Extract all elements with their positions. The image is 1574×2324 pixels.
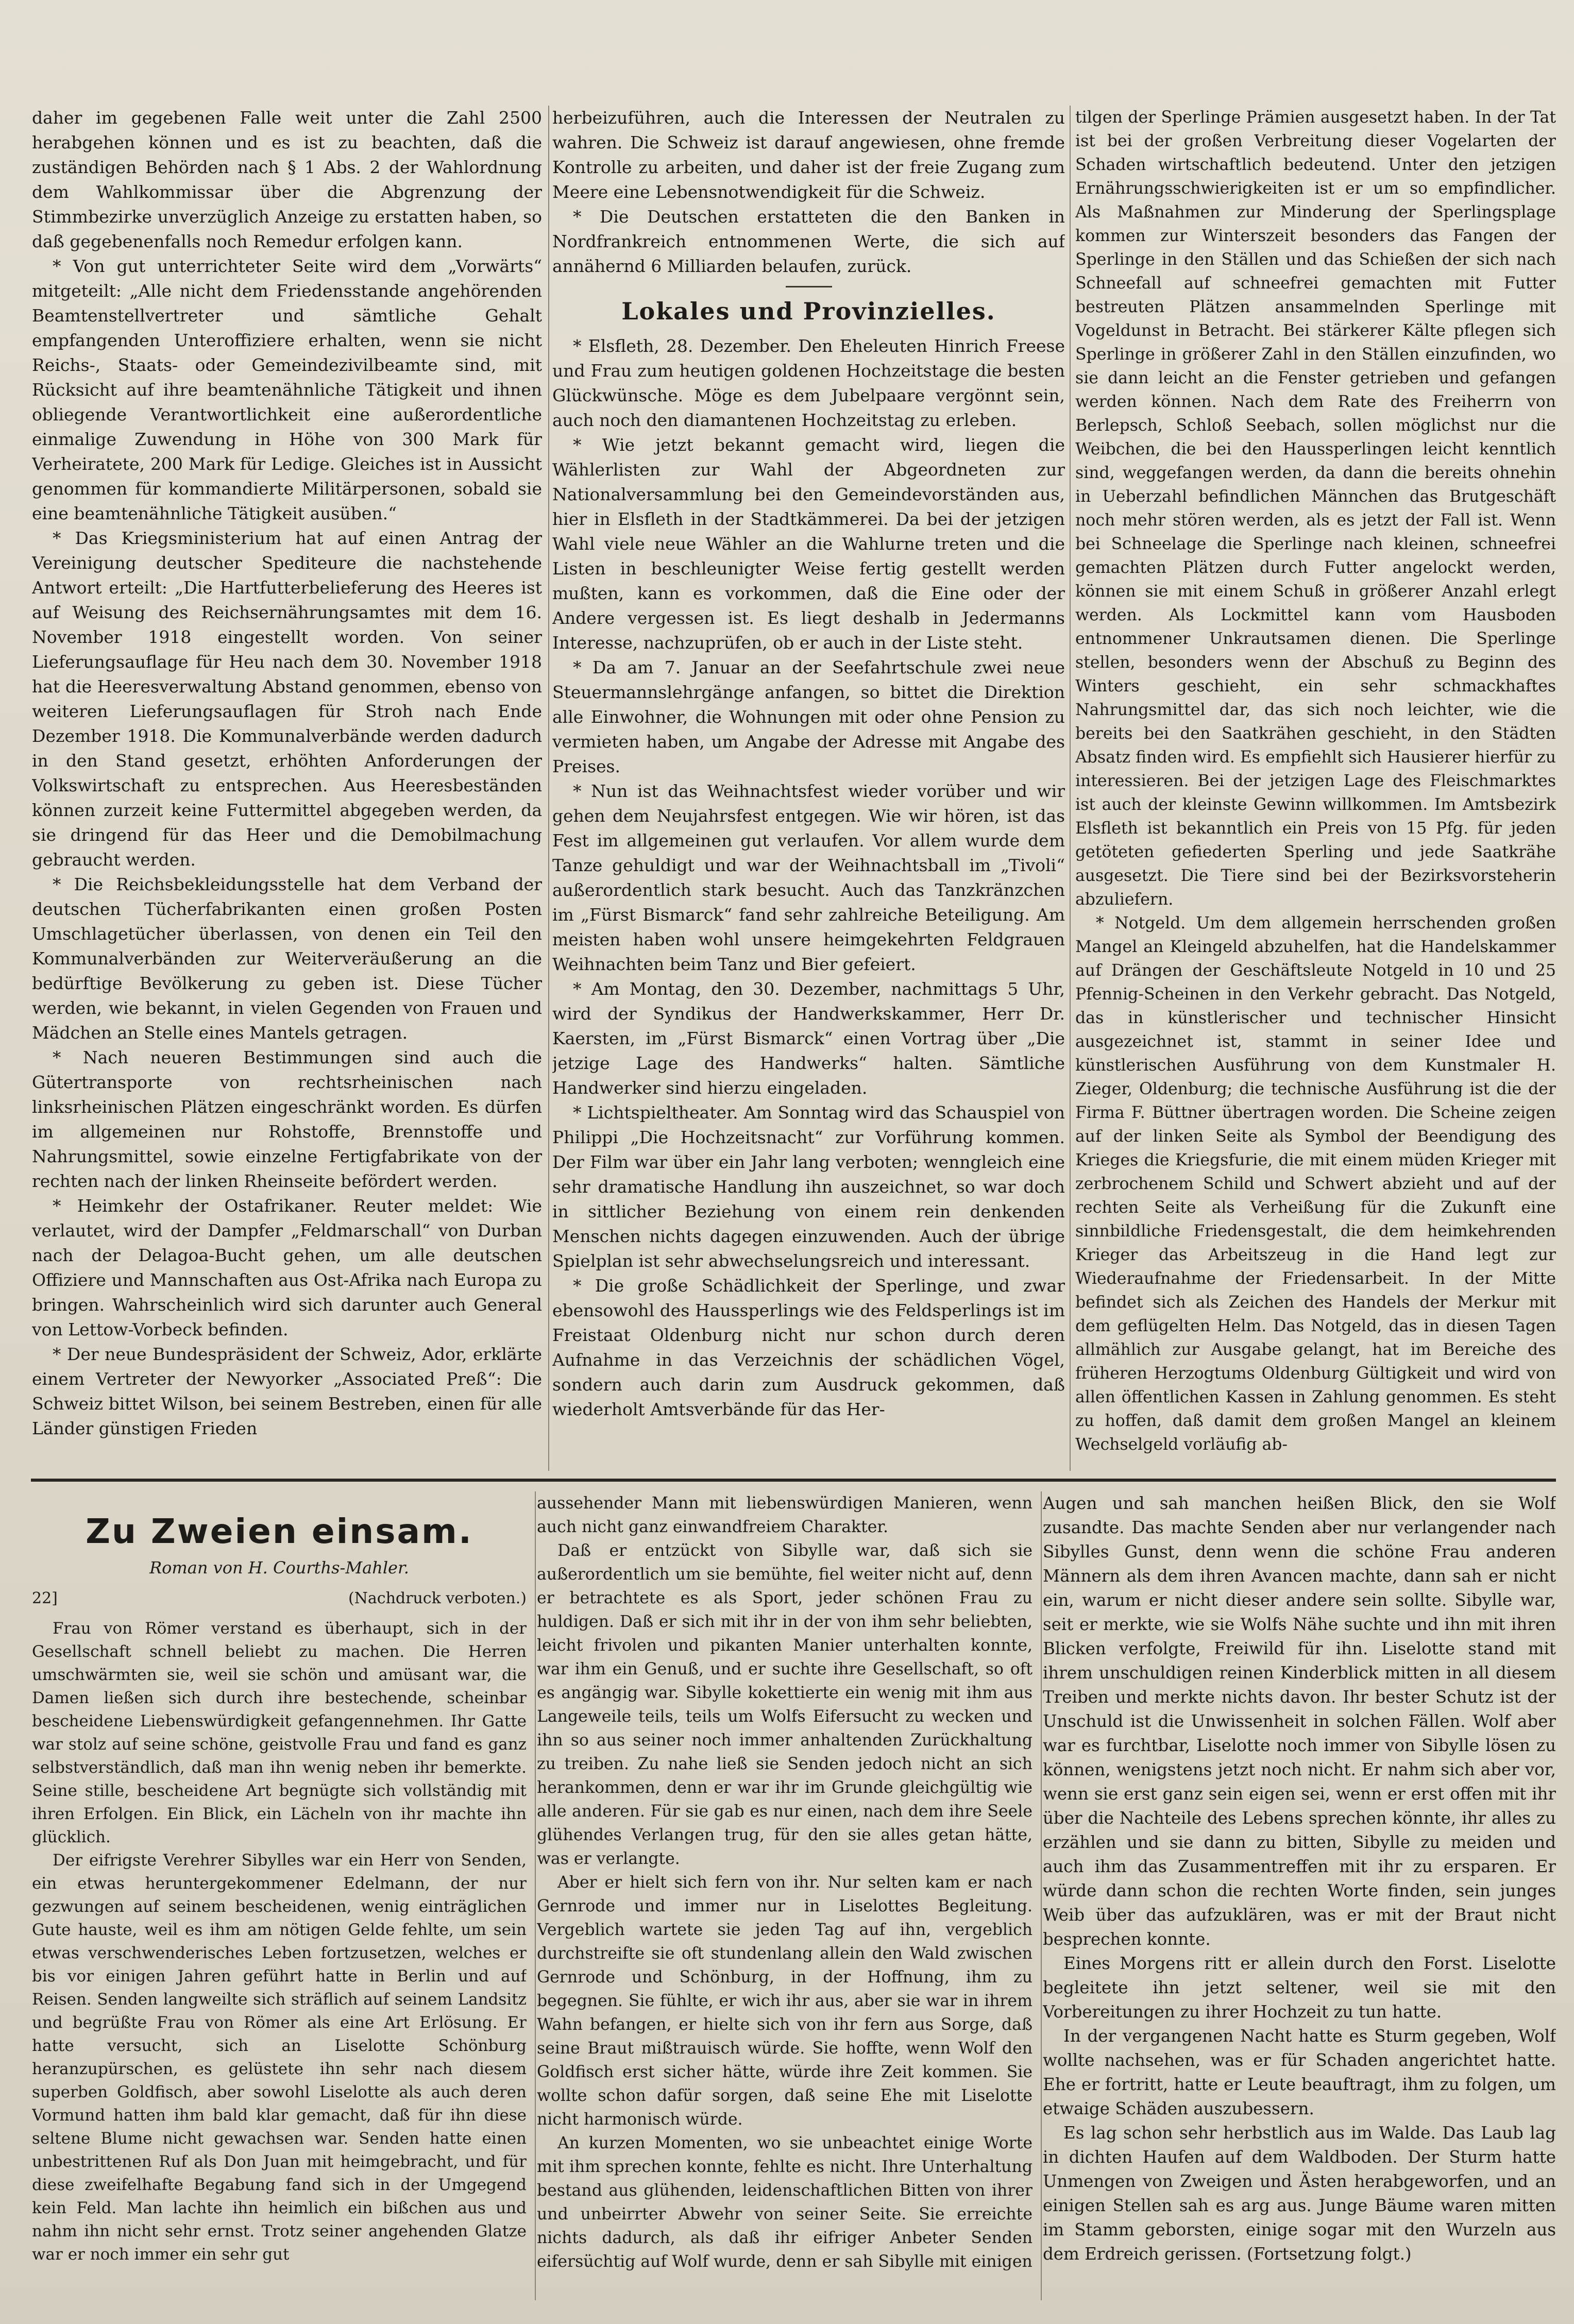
article-paragraph: * Die Reichsbekleidungsstelle hat dem Verband der deutschen Tücherfabrikanten einen großen Posten Umschlagetücher überlassen, von denen ein Teil den Kommunalverbänden zur Weiterveräußerung an die bedürftige Bevölkerung zu geben ist. Diese Tücher werden, wie bekannt, in vielen Gegenden von Frauen und Mädchen an Stelle eines Mantels getragen. — [32, 874, 542, 1043]
article-paragraph: * Nach neueren Bestimmungen sind auch die Gütertransporte von rechtsrheinischen nach linksrheinischen Plätzen eingeschränkt worden. Es dürfen im allgemeinen nur Rohstoffe, Brennstoffe und Nahrungsmittel, sowie einzelne Fertigfabrikate von der rechten nach der linken Rheinseite befördert werden. — [32, 1047, 542, 1191]
section-divider — [786, 286, 832, 287]
novel-author: Roman von H. Courths-Mahler. — [149, 1558, 409, 1577]
copyright-note: (Nachdruck verboten.) — [348, 1589, 527, 1607]
section-heading: Lokales und Provinzielles. — [621, 297, 996, 325]
novel-title: Zu Zweien einsam. — [86, 1512, 473, 1551]
novel-paragraph: Aber er hielt sich fern von ihr. Nur selten kam er nach Gernrode und immer nur in Liselottes Begleitung. Vergeblich wartete sie jeden Tag auf ihn, vergeblich durchstreifte sie oft stundenlang allein den Wald zwischen Gernrode und Schönburg, in der Hoffnung, ihm zu begegnen. Sie fühlte, er wich ihr aus, aber sie war in ihrem Wahn befangen, er hielte sich von ihr fern aus Sorge, daß seine Braut mißtrauisch würde. Sie hoffte, wenn Wolf den Goldfisch erst sicher hätte, würde ihre Zeit kommen. Sie wollte schon dafür sorgen, daß seine Ehe mit Liselotte nicht harmonisch würde. — [537, 1873, 1033, 2129]
news-column-1 — [32, 106, 542, 1471]
article-paragraph: * Heimkehr der Ostafrikaner. Reuter meldet: Wie verlautet, wird der Dampfer „Feldmarschall“ von Durban nach der Delagoa-Bucht gehen, um alle deutschen Offiziere und Mannschaften aus Ost-Afrika nach Europa zu bringen. Wahrscheinlich wird sich darunter auch General von Lettow-Vorbeck befinden. — [32, 1196, 542, 1339]
column-divider — [1041, 1491, 1042, 2300]
article-paragraph: * Elsfleth, 28. Dezember. Den Eheleuten Hinrich Freese und Frau zum heutigen goldenen Hochzeitstage die besten Glückwünsche. Möge es dem Jubelpaare vergönnt sein, auch noch den diamantenen Hochzeitstag zu erleben. — [552, 336, 1065, 430]
novel-paragraph: An kurzen Momenten, wo sie unbeachtet einige Worte mit ihm sprechen konnte, fehlte es nicht. Ihre Unterhaltung bestand aus glühenden, leidenschaftlichen Bitten von ihrer und unbeirrter Abwehr von seiner Seite. Sie erreichte nichts dadurch, als daß ihr eifriger Anbeter Senden eifersüchtig auf Wolf wurde, denn er sah Sibylle mit einigen — [537, 2134, 1033, 2271]
news-column-3 — [1075, 106, 1556, 1471]
column-divider — [1070, 106, 1071, 1471]
news-section — [32, 106, 1556, 1476]
article-paragraph: * Von gut unterrichteter Seite wird dem „Vorwärts“ mitgeteilt: „Alle nicht dem Friedensstande angehörenden Beamtenstellvertreter und sämtliche Gehalt empfangenden Unteroffiziere erhalten, wenn sie nicht Reichs-, Staats- oder Gemeindezivilbeamte sind, mit Rücksicht auf ihre beamtenähnliche Tätigkeit und ihnen obliegende Verantwortlichkeit eine außerordentliche einmalige Zuwendung in Höhe von 300 Mark für Verheiratete, 200 Mark für Ledige. Gleiches ist in Aussicht genommen für kommandierte Militärpersonen, sobald sie eine beamtenähnliche Tätigkeit ausüben.“ — [32, 256, 542, 523]
novel-paragraph: Augen und sah manchen heißen Blick, den sie Wolf zusandte. Das machte Senden aber nur verlangender nach Sibylles Gunst, denn wenn die schöne Frau anderen Männern als dem ihren Avancen machte, dann sah er nicht ein, warum er nicht dieser andere sein sollte. Sibylle war, seit er merkte, wie sie Wolfs Nähe suchte und ihn mit ihren Blicken verfolgte, Freiwild für ihn. Liselotte stand mit ihrem unschuldigen reinen Kinderblick mitten in all diesem Treiben und merkte nichts davon. Ihr bester Schutz ist der Unschuld ist die Unwissenheit in solchen Fällen. Wolf aber war es furchtbar, Liselotte noch immer von Sibylle lösen zu können, wenigstens jetzt noch nicht. Er nahm sich aber vor, wenn sie erst ganz sein eigen sei, wenn er erst offen mit ihr über die Nachteile des Lebens sprechen könnte, ihr alles zu erzählen und sie dann zu bitten, Sibylle zu meiden und auch ihm das Zusammentreffen mit ihr zu ersparen. Er würde dann schon die rechten Worte finden, sein junges Weib über das aufzuklären, was er mit der Braut nicht besprechen konnte. — [1043, 1494, 1556, 1949]
article-paragraph: * Wie jetzt bekannt gemacht wird, liegen die Wählerlisten zur Wahl der Abgeordneten zur Nationalversammlung bei den Gemeindevorständen aus, hier in Elsfleth in der Stadtkämmerei. Da bei der jetzigen Wahl viele neue Wähler an die Wahlurne treten und die Listen in beschleunigter Weise fertig gestellt werden mußten, kann es vorkommen, daß die Eine oder der Andere vergessen ist. Es liegt deshalb in Jedermanns Interesse, nachzuprüfen, ob er auch in der Liste steht. — [552, 435, 1065, 653]
novel-paragraph: In der vergangenen Nacht hatte es Sturm gegeben, Wolf wollte nachsehen, was er für Schaden angerichtet hatte. Ehe er fortritt, hatte er Leute beauftragt, ihm zu folgen, um etwaige Schäden auszubessern. — [1043, 2026, 1556, 2118]
article-paragraph: * Der neue Bundespräsident der Schweiz, Ador, erklärte einem Vertreter der Newyorker „Associated Preß“: Die Schweiz bittet Wilson, bei seinem Bestreben, einen für alle Länder günstigen Frieden — [32, 1344, 542, 1438]
article-paragraph: * Nun ist das Weihnachtsfest wieder vorüber und wir gehen dem Neujahrsfest entgegen. Wie wir hören, ist das Fest im allgemeinen gut verlaufen. Vor allem wurde dem Tanze gehuldigt und war der Weihnachtsball im „Tivoli“ außerordentlich stark besucht. Auch das Tanzkränzchen im „Fürst Bismarck“ fand sehr zahlreiche Beteiligung. Am meisten haben wohl unsere heimgekehrten Feldgrauen Weihnachten beim Tanz und Bier gefeiert. — [552, 781, 1065, 974]
section-separator-rule — [31, 1479, 1556, 1482]
novel-paragraph: aussehender Mann mit liebenswürdigen Manieren, wenn auch nicht ganz einwandfreiem Charakter. — [537, 1494, 1033, 1536]
installment-number: 22] — [32, 1589, 58, 1607]
novel-paragraph: Eines Morgens ritt er allein durch den Forst. Liselotte begleitete ihn jetzt seltener, weil sie mit den Vorbereitungen zu ihrer Hochzeit zu tun hatte. — [1043, 1954, 1556, 2022]
column-divider — [535, 1491, 536, 2300]
article-paragraph: herbeizuführen, auch die Interessen der Neutralen zu wahren. Die Schweiz ist darauf angewiesen, ohne fremde Kontrolle zu arbeiten, und daher ist der freie Zugang zum Meere eine Lebensnotwendigkeit für die Schweiz. — [552, 108, 1065, 202]
article-paragraph: tilgen der Sperlinge Prämien ausgesetzt haben. In der Tat ist bei der großen Verbreitung dieser Vogelarten der Schaden wirtschaftlich bedeutend. Unter den jetzigen Ernährungsschwierigkeiten ist er um so empfindlicher. Als Maßnahmen zur Minderung der Sperlingsplage kommen zur Winterszeit besonders das Fangen der Sperlinge in den Ställen und das Schießen der sich nach Schneefall auf schneefrei gemachten mit Futter bestreuten Plätzen ansammelnden Sperlinge mit Vogeldunst in Betracht. Bei stärkerer Kälte pflegen sich Sperlinge in größerer Zahl in den Ställen einzufinden, wo sie dann leicht an die Fenster getrieben und gefangen werden können. Nach dem Rate des Freiherrn von Berlepsch, Schloß Seebach, sollen möglichst nur die Weibchen, die bei den Haussperlingen leicht kenntlich sind, weggefangen werden, da dann die bereits ohnehin in Ueberzahl befindlichen Männchen das Brutgeschäft noch mehr stören werden, als es jetzt der Fall ist. Wenn bei Schneelage die Sperlinge nach kleinen, schneefrei gemachten Plätzen durch Futter angelockt werden, können sie mit einem Schuß in größerer Anzahl erlegt werden. Als Lockmittel kann vom Hausboden entnommener Unkrautsamen dienen. Die Sperlinge stellen, besonders wenn der Abschuß zu Beginn des Winters geschieht, ein sehr schmackhaftes Nahrungsmittel dar, das sich noch leichter, wie die bereits bei den Saatkrähen geschieht, in den Städten Absatz finden wird. Es empfiehlt sich Hausierer hierfür zu interessieren. Bei der jetzigen Lage des Fleischmarktes ist auch der kleinste Gewinn willkommen. Im Amtsbezirk Elsfleth ist bekanntlich ein Preis von 15 Pfg. für jeden getöteten gefiederten Sperling und jede Saatkrähe ausgesetzt. Die Tiere sind bei der Bezirksvorsteherin abzuliefern. — [1075, 108, 1556, 909]
article-paragraph: daher im gegebenen Falle weit unter die Zahl 2500 herabgehen können und es ist zu beachten, daß die zuständigen Behörden nach § 1 Abs. 2 der Wahlordnung dem Wahlkommissar über die Abgrenzung der Stimmbezirke unverzüglich Anzeige zu erstatten haben, so daß gegebenenfalls noch Remedur erfolgen kann. — [32, 108, 542, 251]
novel-paragraph: Daß er entzückt von Sibylle war, daß sich sie außerordentlich um sie bemühte, fiel weiter nicht auf, denn er betrachtete es als Sport, jeder schönen Frau zu huldigen. Daß er sich mit ihr in der von ihm sehr beliebten, leicht frivolen und pikanten Manier unterhalten konnte, war ihm ein Genuß, und er suchte ihre Gesellschaft, so oft es angängig war. Sibylle kokettierte ein wenig mit ihm aus Langeweile teils, teils um Wolfs Eifersucht zu wecken und ihn so aus seiner noch immer anhaltenden Zurückhaltung zu treiben. Zu nahe ließ sie Senden jedoch nicht an sich herankommen, denn er war ihr im Grunde gleichgültig wie alle anderen. Für sie gab es nur einen, nach dem ihre Seele glühendes Verlangen trug, für den sie alles getan hätte, was er verlangte. — [537, 1541, 1033, 1868]
novel-column-1 — [32, 1491, 527, 2293]
article-paragraph: * Die Deutschen erstatteten die den Banken in Nordfrankreich entnommenen Werte, die sich auf annähernd 6 Milliarden belaufen, zurück. — [552, 207, 1065, 276]
novel-section — [32, 1491, 1556, 2295]
article-paragraph: * Notgeld. Um dem allgemein herrschenden großen Mangel an Kleingeld abzuhelfen, hat die Handelskammer auf Drängen der Geschäftsleute Notgeld in 10 und 25 Pfennig-Scheinen in den Verkehr gebracht. Das Notgeld, das in künstlerischer und technischer Hinsicht ausgezeichnet ist, stammt in seiner Idee und künstlerischen Ausführung von dem Kunstmaler H. Zieger, Oldenburg; die technische Ausführung ist die der Firma F. Büttner übertragen worden. Die Scheine zeigen auf der linken Seite als Symbol der Beendigung des Krieges die Kriegsfurie, die mit einem müden Krieger mit zerbrochenem Schild und Schwert abzieht und auf der rechten Seite als Verheißung für die Zukunft eine sinnbildliche Friedensgestalt, die dem heimkehrenden Krieger das Arbeitszeug in die Hand legt zur Wiederaufnahme der Friedensarbeit. In der Mitte befindet sich als Zeichen des Handels der Merkur mit dem geflügelten Helm. Das Notgeld, das in diesen Tagen allmählich zur Ausgabe gelangt, hat im Bereiche des früheren Herzogtums Oldenburg Gültigkeit und wird von allen öffentlichen Kassen in Zahlung genommen. Es steht zu hoffen, daß damit dem großen Mangel an kleinem Wechselgeld vorläufig ab- — [1075, 914, 1556, 1454]
novel-paragraph: Der eifrigste Verehrer Sibylles war ein Herr von Senden, ein etwas heruntergekommener Edelmann, der nur gezwungen auf seinem bescheidenen, wenig einträglichen Gute hauste, weil es ihm am nötigen Gelde fehlte, um sein etwas verschwenderisches Leben fortzusetzen, welches er bis vor einigen Jahren geführt hatte in Berlin und auf Reisen. Senden langweilte sich sträflich auf seinem Landsitz und begrüßte Frau von Römer als eine Art Erlösung. Er hatte versucht, sich an Liselotte Schönburg heranzupürschen, es gelüstete ihn sehr nach diesem superben Goldfisch, aber sowohl Liselotte als auch deren Vormund hatten ihm bald klar gemacht, daß für ihn diese seltene Blume nicht gewachsen war. Senden hatte einen unbestrittenen Ruf als Don Juan mit heimgebracht, und für diese zweifelhafte Begabung fand sich in der Umgegend kein Feld. Man lachte ihn heimlich ein bißchen aus und nahm ihn nicht sehr ernst. Trotz seiner angehenden Glatze war er noch immer ein sehr gut — [32, 1851, 527, 2264]
novel-column-3 — [1043, 1491, 1556, 2293]
article-paragraph: * Lichtspieltheater. Am Sonntag wird das Schauspiel von Philippi „Die Hochzeitsnacht“ zur Vorführung kommen. Der Film war über ein Jahr lang verboten; wenngleich eine sehr dramatische Handlung ihn auszeichnet, so war doch in sittlicher Beziehung von einem rein denkenden Menschen nichts dagegen einzuwenden. Auch der übrige Spielplan ist sehr abwechselungsreich und interessant. — [552, 1102, 1065, 1271]
article-paragraph: * Die große Schädlichkeit der Sperlinge, und zwar ebensowohl des Haussperlings wie des Feldsperlings ist im Freistaat Oldenburg nicht nur schon durch deren Aufnahme in das Verzeichnis der schädlichen Vögel, sondern auch darin zum Ausdruck gekommen, daß wiederholt Amtsverbände für das Her- — [552, 1276, 1065, 1419]
novel-paragraph: Frau von Römer verstand es überhaupt, sich in der Gesellschaft schnell beliebt zu machen. Die Herren umschwärmten sie, weil sie schön und amüsant war, die Damen ließen sich durch ihre bestechende, scheinbar bescheidene Liebenswürdigkeit gefangennehmen. Ihr Gatte war stolz auf seine schöne, geistvolle Frau und fand es ganz selbstverständlich, daß man ihn wenig neben ihr bemerkte. Seine stille, bescheidene Art begnügte sich vollständig mit ihren Erfolgen. Ein Blick, ein Lächeln von ihr machte ihn glücklich. — [32, 1619, 527, 1846]
news-column-2 — [552, 106, 1065, 1471]
article-paragraph: * Am Montag, den 30. Dezember, nachmittags 5 Uhr, wird der Syndikus der Handwerkskammer, Herr Dr. Kaersten, im „Fürst Bismarck“ einen Vortrag über „Die jetzige Lage des Handwerks“ halten. Sämtliche Handwerker sind hierzu eingeladen. — [552, 979, 1065, 1098]
article-paragraph: * Da am 7. Januar an der Seefahrtschule zwei neue Steuermannslehrgänge anfangen, so bittet die Direktion alle Einwohner, die Wohnungen mit oder ohne Pension zu vermieten haben, um Angabe der Adresse mit Angabe des Preises. — [552, 657, 1065, 776]
article-paragraph: * Das Kriegsministerium hat auf einen Antrag der Vereinigung deutscher Spediteure die nachstehende Antwort erteilt: „Die Hartfutterbelieferung des Heeres ist auf Weisung des Reichsernährungsamtes mit dem 16. November 1918 eingestellt worden. Von seiner Lieferungsauflage für Heu nach dem 30. November 1918 hat die Heeresverwaltung Abstand genommen, ebenso von weiteren Lieferungsauflagen für Stroh nach Ende Dezember 1918. Die Kommunalverbände werden dadurch in den Stand gesetzt, erhöhten Anforderungen der Volkswirtschaft zu entsprechen. Aus Heeresbeständen können zurzeit keine Futtermittel abgegeben werden, da sie dringend für das Heer und die Demobilmachung gebraucht werden. — [32, 528, 542, 870]
novel-paragraph: Es lag schon sehr herbstlich aus im Walde. Das Laub lag in dichten Haufen auf dem Waldboden. Der Sturm hatte Unmengen von Zweigen und Ästen herabgeworfen, und an einigen Stellen sah es arg aus. Junge Bäume waren mitten im Stamm geborsten, einige sogar mit den Wurzeln aus dem Erdreich gerissen. (Fortsetzung folgt.) — [1043, 2123, 1556, 2264]
novel-column-2 — [537, 1491, 1033, 2293]
novel-meta — [32, 1587, 527, 1610]
column-divider — [548, 106, 549, 1471]
